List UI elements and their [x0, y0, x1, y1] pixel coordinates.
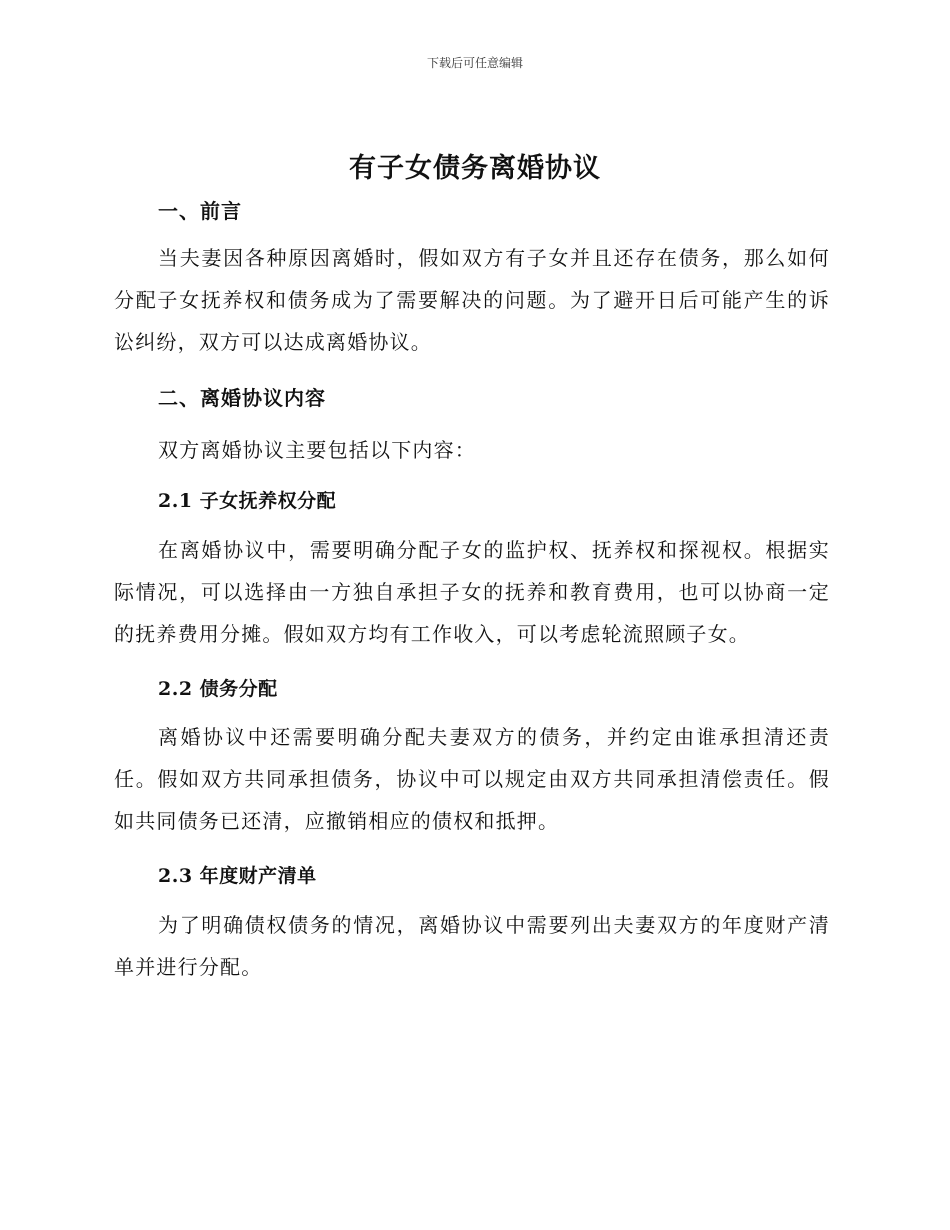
header-note: 下载后可任意编辑: [426, 56, 523, 70]
subsection-heading-property-list: 2.3 年度财产清单: [158, 865, 317, 887]
property-list-paragraph: 为了明确债权债务的情况，离婚协议中需要列出夫妻双方的年度财产清单并进行分配。: [114, 913, 830, 979]
custody-paragraph: 在离婚协议中，需要明确分配子女的监护权、抚养权和探视权。根据实际情况，可以选择由一方独自承担子女的抚养和教育费用，也可以协商一定的抚养费用分摊。假如双方均有工作收入，可以考虑轮流照顾子女。: [114, 538, 830, 646]
debt-paragraph: 离婚协议中还需要明确分配夫妻双方的债务，并约定由谁承担清还责任。假如双方共同承担债务，协议中可以规定由双方共同承担清偿责任。假如共同债务已还清，应撤销相应的债权和抵押。: [114, 725, 830, 833]
section-heading-preface: 一、前言: [158, 199, 242, 223]
subsection-heading-custody: 2.1 子女抚养权分配: [158, 490, 337, 512]
document-title: 有子女债务离婚协议: [349, 153, 601, 184]
preface-paragraph: 当夫妻因各种原因离婚时，假如双方有子女并且还存在债务，那么如何分配子女抚养权和债务成为了需要解决的问题。为了避开日后可能产生的诉讼纠纷，双方可以达成离婚协议。: [114, 246, 830, 354]
section-heading-agreement-content: 二、离婚协议内容: [158, 386, 326, 410]
subsection-heading-debt: 2.2 债务分配: [158, 678, 278, 700]
agreement-intro: 双方离婚协议主要包括以下内容：: [158, 438, 476, 462]
